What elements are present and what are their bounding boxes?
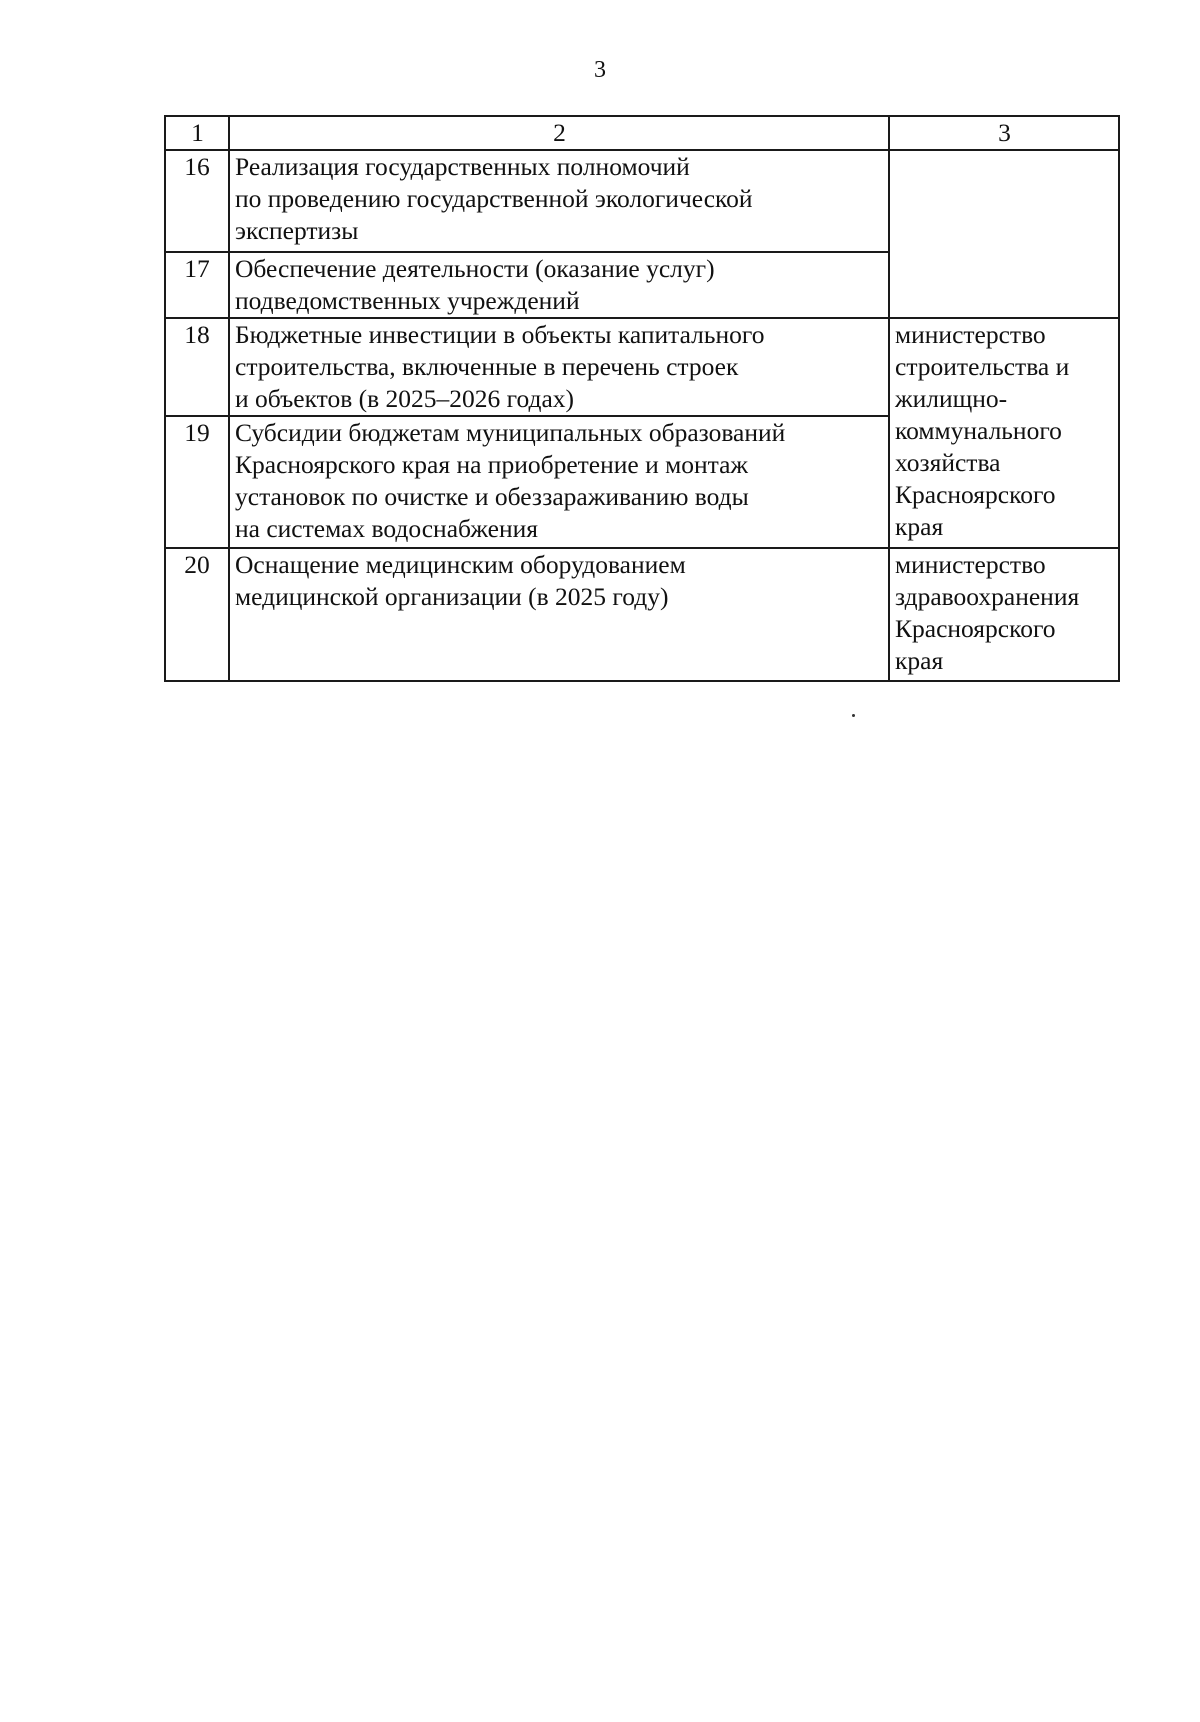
header-col-3: 3 — [889, 116, 1119, 150]
row-number: 20 — [165, 548, 229, 681]
row-description: Бюджетные инвестиции в объекты капитального строительства, включенные в перечень строек и объектов (в 2025–2026 годах) — [229, 318, 889, 416]
document-table — [164, 115, 1120, 682]
row-number: 18 — [165, 318, 229, 416]
responsible-construction-ministry: министерство строительства и жилищно- коммунального хозяйства Красноярского края — [889, 318, 1119, 548]
table-row — [165, 548, 1119, 681]
row-description: Субсидии бюджетам муниципальных образований Красноярского края на приобретение и монтаж установок по очистке и обеззараживанию воды на системах водоснабжения — [229, 416, 889, 548]
table-row — [165, 318, 1119, 416]
row-description: Реализация государственных полномочий по проведению государственной экологической экспертизы — [229, 150, 889, 252]
page-number: 3 — [594, 57, 606, 83]
row-description: Оснащение медицинским оборудованием медицинской организации (в 2025 году) — [229, 548, 889, 681]
table-header-row — [165, 116, 1119, 150]
row-number: 17 — [165, 252, 229, 318]
row-number: 19 — [165, 416, 229, 548]
row-number: 16 — [165, 150, 229, 252]
responsible-health-ministry: министерство здравоохранения Красноярского края — [889, 548, 1119, 681]
scan-dot — [852, 714, 855, 717]
table-row — [165, 150, 1119, 252]
responsible-cell-empty — [889, 150, 1119, 318]
header-col-1: 1 — [165, 116, 229, 150]
row-description: Обеспечение деятельности (оказание услуг) подведомственных учреждений — [229, 252, 889, 318]
header-col-2: 2 — [229, 116, 889, 150]
